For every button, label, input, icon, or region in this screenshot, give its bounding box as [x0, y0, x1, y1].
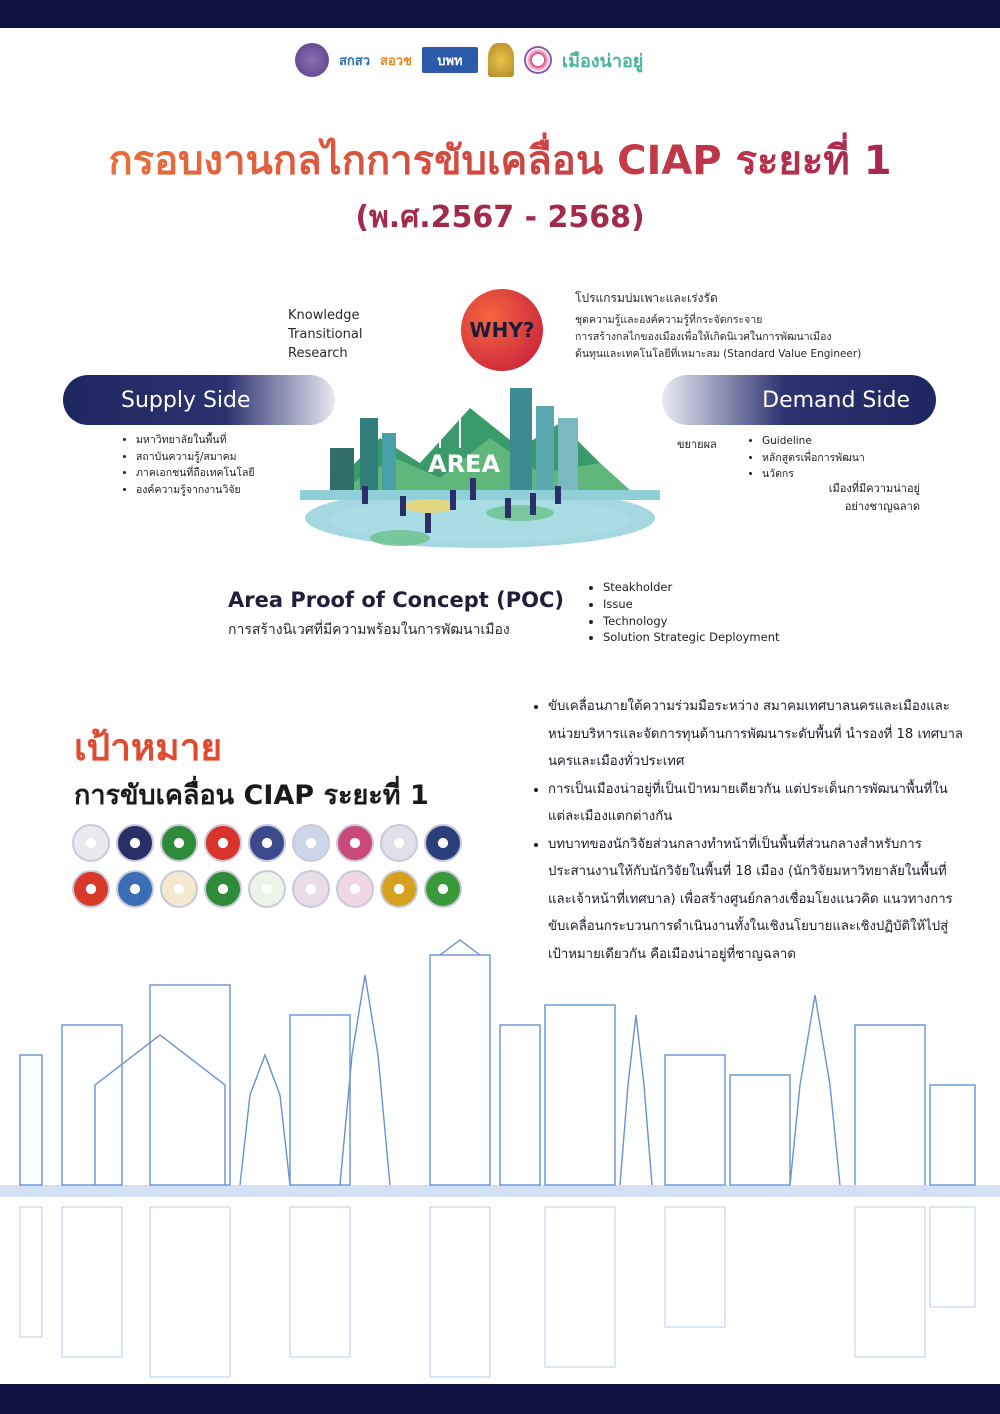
municipality-emblem-icon — [424, 824, 462, 862]
knowledge-label: Knowledge — [288, 308, 360, 323]
pmu-a-logo: บพท — [422, 47, 478, 73]
municipality-emblem-icon — [292, 870, 330, 908]
supply-side-pill: Supply Side — [63, 375, 335, 425]
municipality-emblem-icon — [292, 824, 330, 862]
poc-item: • Issue — [603, 596, 780, 613]
research-label: Research — [288, 346, 348, 361]
thaihealth-logo: สอวช — [380, 53, 412, 69]
municipality-emblem-icon — [248, 870, 286, 908]
program-item: ต้นทุนและเทคโนโลยีที่เหมาะสม (Standard Value Engineer) — [575, 348, 862, 360]
goal-point: • บทบาทของนักวิจัยส่วนกลางทำหน้าที่เป็นพื้นที่ส่วนกลางสำหรับการประสานงานให้กับนักวิจัยในพื้นที่ 18 เมือง (นักวิจัยมหาวิทยาลัยในพื้นที่และเจ้าหน้าที่เทศบาล) เพื่อสร้างศูนย์กลางเชื่อมโยงแนวคิด แนวทางการขับเคลื่อนกระบวนการดำเนินงานทั้งในเชิงนโยบายและเชิงปฏิบัติให้ไปสู่เป้าหมายเดียวกัน คือเมืองน่าอยู่ที่ชาญฉลาด — [548, 831, 968, 969]
municipality-emblem-icon — [204, 870, 242, 908]
expand-label: ขยายผล — [677, 438, 717, 451]
top-banner — [0, 0, 1000, 28]
municipality-emblem-icon — [160, 870, 198, 908]
city-skyline-illustration — [0, 935, 1000, 1385]
area-illustration — [300, 378, 660, 550]
municipal-league-logo — [524, 46, 552, 74]
municipality-emblem-icon — [116, 870, 154, 908]
page-title: กรอบงานกลไกการขับเคลื่อน CIAP ระยะที่ 1 — [0, 128, 1000, 192]
poc-item: • Technology — [603, 613, 780, 630]
program-item: การสร้างกลไกของเมืองเพื่อให้เกิดนิเวศในการพัฒนาเมือง — [575, 331, 832, 343]
municipality-emblem-icon — [160, 824, 198, 862]
supply-item: • องค์ความรู้จากงานวิจัย — [136, 482, 255, 499]
incubation-program — [575, 289, 861, 363]
poc-item: • Solution Strategic Deployment — [603, 629, 780, 646]
ministry-seal-logo — [295, 43, 329, 77]
university-logo — [488, 43, 514, 77]
demand-list — [750, 433, 865, 483]
livable-city-text — [800, 480, 920, 516]
municipality-emblem-icon — [204, 824, 242, 862]
supply-list — [122, 432, 255, 498]
supply-item: • มหาวิทยาลัยในพื้นที่ — [136, 432, 255, 449]
supply-item: • ภาคเอกชนที่ถือเทคโนโลยี — [136, 465, 255, 482]
municipality-emblems — [72, 824, 472, 908]
ciap-logo: เมืองน่าอยู่ — [561, 50, 644, 72]
municipality-emblem-icon — [116, 824, 154, 862]
municipality-emblem-icon — [424, 870, 462, 908]
goal-points — [530, 693, 968, 968]
program-heading: โปรแกรมบ่มเพาะและเร่งรัด — [575, 291, 718, 305]
partner-logos — [295, 38, 715, 82]
supply-item: • สถาบันความรู้/สมาคม — [136, 449, 255, 466]
goal-subheading: การขับเคลื่อน CIAP ระยะที่ 1 — [74, 780, 429, 811]
demand-side-pill: Demand Side — [662, 375, 936, 425]
demand-item: • Guideline — [762, 433, 865, 450]
municipality-emblem-icon — [380, 824, 418, 862]
municipality-emblem-icon — [380, 870, 418, 908]
poc-list — [590, 579, 780, 646]
goal-point: • การเป็นเมืองน่าอยู่ที่เป็นเป้าหมายเดียวกัน แต่ประเด็นการพัฒนาพื้นที่ในแต่ละเมืองแตกต่างกัน — [548, 776, 968, 831]
bottom-banner — [0, 1384, 1000, 1414]
goal-heading: เป้าหมาย — [74, 726, 223, 769]
municipality-emblem-icon — [72, 870, 110, 908]
municipality-emblem-icon — [248, 824, 286, 862]
knowledge-transitional-research — [288, 306, 362, 363]
municipality-emblem-icon — [336, 824, 374, 862]
tsri-logo: สกสว — [339, 53, 371, 69]
goal-point: • ขับเคลื่อนภายใต้ความร่วมมือระหว่าง สมาคมเทศบาลนครและเมืองและหน่วยบริหารและจัดการทุนด้านการพัฒนาระดับพื้นที่ นำรองที่ 18 เทศบาลนครและเมืองทั่วประเทศ — [548, 693, 968, 776]
transitional-label: Transitional — [288, 327, 363, 342]
demand-item: • นวัตกร — [762, 466, 865, 483]
poc-subtitle: การสร้างนิเวศที่มีความพร้อมในการพัฒนาเมือง — [228, 622, 510, 638]
poc-title: Area Proof of Concept (POC) — [228, 588, 564, 612]
municipality-emblem-icon — [72, 824, 110, 862]
municipality-emblem-icon — [336, 870, 374, 908]
page-subtitle: (พ.ศ.2567 - 2568) — [355, 200, 645, 235]
why-circle: WHY? — [461, 289, 543, 371]
poc-item: • Steakholder — [603, 579, 780, 596]
program-item: ชุดความรู้และองค์ความรู้ที่กระจัดกระจาย — [575, 314, 763, 326]
livable-line: เมืองที่มีความน่าอยู่ — [828, 482, 920, 495]
livable-line: อย่างชาญฉลาด — [844, 500, 920, 513]
area-label: AREA — [428, 450, 501, 478]
demand-item: • หลักสูตรเพื่อการพัฒนา — [762, 450, 865, 467]
